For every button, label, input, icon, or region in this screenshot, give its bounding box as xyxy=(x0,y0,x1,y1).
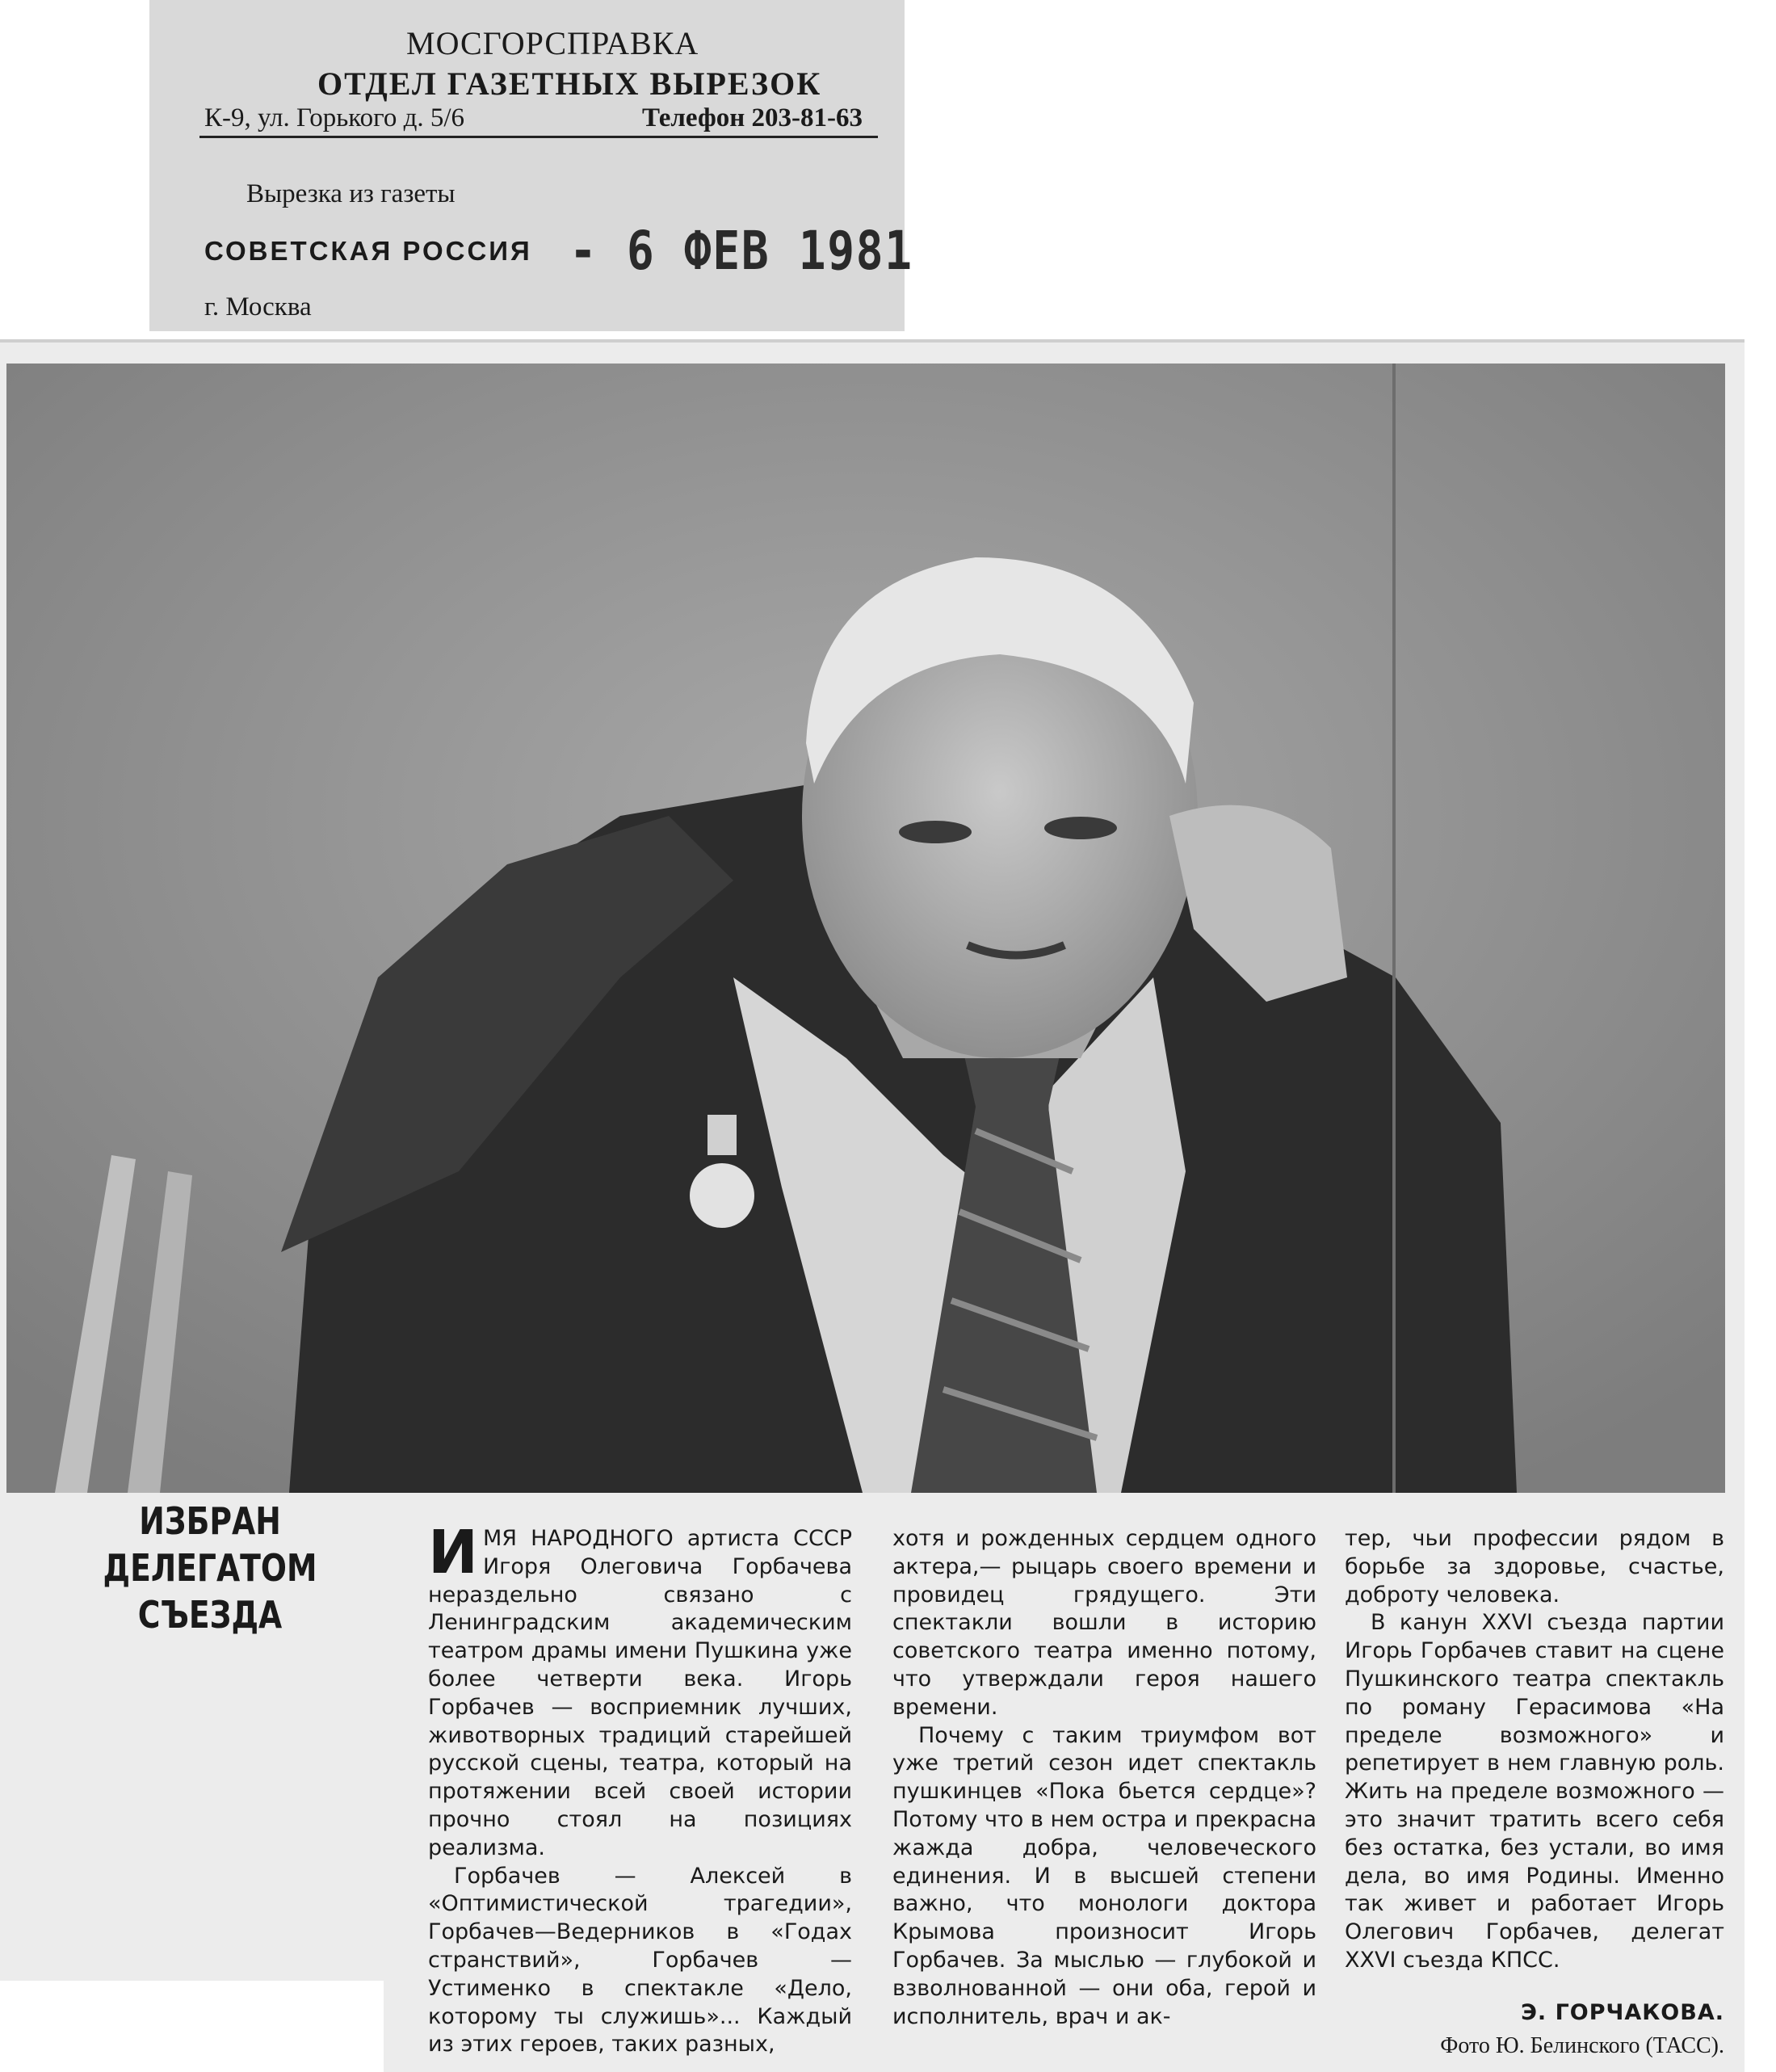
drop-cap: И xyxy=(428,1518,478,1587)
paragraph-5: тер, чьи профессии рядом в борьбе за здоровье, счастье, доброту человека. xyxy=(1345,1526,1724,1608)
photo-credit: Фото Ю. Белинского (ТАСС). xyxy=(1440,2032,1724,2058)
headline-line-2: ДЕЛЕГАТОМ СЪЕЗДА xyxy=(103,1546,317,1637)
cut-from-label: Вырезка из газеты xyxy=(246,179,456,208)
article-column-2 xyxy=(892,1525,1316,2031)
paragraph-4: Почему с таким триумфом вот уже третий сезон идет спектакль пушкинцев «Пока бьется сердце»? Потому что в нем остра и прекрасна жажда добра, человеческого единения. И в высшей степени важно, что монологи доктора Крымова произносит Игорь Горбачев. За мыслью — глубокой и взволнованной — они оба, герой и исполнитель, врач и ак- xyxy=(892,1722,1316,2029)
article-author: Э. ГОРЧАКОВА. xyxy=(1521,1999,1724,2025)
city-label: г. Москва xyxy=(204,292,312,322)
paragraph-1 xyxy=(428,1518,852,1863)
newspaper-name: СОВЕТСКАЯ РОССИЯ xyxy=(204,236,532,266)
newspaper-clipping xyxy=(0,339,1745,2072)
article-headline xyxy=(32,1498,388,1651)
date-stamp: - 6 ФЕВ 1981 xyxy=(569,220,913,282)
agency-phone: Телефон 203-81-63 xyxy=(642,103,863,132)
article-column-1 xyxy=(428,1518,852,2059)
portrait-photo xyxy=(6,364,1725,1493)
header-rule xyxy=(199,136,878,138)
paragraph-1-text: МЯ НАРОДНОГО артиста СССР Игоря Олеговича Горбачева нераздельно связано с Ленинградским академическим театром драмы имени Пушкина уже более четверти века. Игорь Горбачев — восприемник лучших, животворных традиций старейшей русской сцены, театра, который на протяжении всей своей истории прочно стоял на позициях реализма. xyxy=(428,1526,852,1860)
agency-address: К-9, ул. Горького д. 5/6 xyxy=(204,103,465,132)
agency-name: МОСГОРСПРАВКА xyxy=(406,25,699,61)
paragraph-6: В канун XXVI съезда партии Игорь Горбачев ставит на сцене Пушкинского театра спектакль по роману Герасимова «На пределе возможного» и репетирует в нем главную роль. Жить на пределе возможного — это значит тратить всего себя без остатка, без устали, во имя дела, во имя Родины. Именно так живет и работает Игорь Олегович Горбачев, делегат XXVI съезда КПСС. xyxy=(1345,1610,1724,1973)
paragraph-2: Горбачев — Алексей в «Оптимистической трагедии», Горбачев—Ведерников в «Годах странствий», Горбачев — Устименко в спектакле «Дело, которому ты служишь»... Каждый из этих героев, таких разных, xyxy=(428,1863,852,2057)
torn-corner xyxy=(0,1981,384,2072)
article-column-3 xyxy=(1345,1525,1724,2060)
paragraph-3: хотя и рожденных сердцем одного актера,— рыцарь своего времени и провидец грядущего. Эти спектакли вошли в историю советского театра именно потому, что утверждали героя нашего времени. xyxy=(892,1526,1316,1720)
clipping-service-label xyxy=(149,0,913,331)
department-name: ОТДЕЛ ГАЗЕТНЫХ ВЫРЕЗОК xyxy=(317,65,822,102)
headline-line-1: ИЗБРАН xyxy=(139,1499,281,1543)
